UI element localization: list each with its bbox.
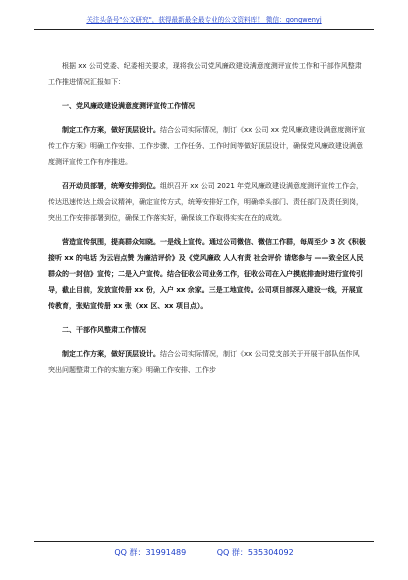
- paragraph-text: 结合公司实际情况，制订《xx 公司 xx 党风廉政建设满意度测评宣传工作方案》明确工作安排、工作步骤、工作任务、工作时间等做好顶层设计，确保党风廉政建设满意度测评宣传工作有序推进。: [48, 126, 366, 166]
- footer: [0, 547, 408, 558]
- section-1-paragraph-2: [48, 178, 366, 226]
- footer-divider: [34, 541, 374, 542]
- header-divider: [34, 29, 374, 30]
- paragraph-text: 结合公司实际情况，制订《xx 公司党支部关于开展干部队伍作风突出问题整肃工作的实施方案》明确工作安排、工作步: [48, 350, 360, 374]
- paragraph-lead: 制定工作方案，做好顶层设计。: [62, 126, 160, 134]
- paragraph-lead: 营造宣传氛围，提高群众知晓。: [62, 238, 160, 246]
- paragraph-text: 组织召开 xx 公司 2021 年党风廉政建设满意度测评宣传工作会，传达迅速传达上级会议精神，确定宣传方式，统筹安排好工作，明确牵头部门、责任部门及责任到岗，突出工作安排部署到位，确保工作落实好，确保该工作取得实实在在的成效。: [48, 182, 363, 222]
- paragraph-lead: 制定工作方案，做好顶层设计。: [62, 350, 160, 358]
- intro-paragraph: 根据 xx 公司党委、纪委相关要求，现将我公司党风廉政建设满意度测评宣传工作和干部作风整肃工作推进情况汇报如下：: [48, 62, 362, 86]
- section-2-paragraph-1: [48, 346, 366, 378]
- paragraph-text: 一是线上宣传。通过公司微信、微信工作群，每周至少 3 次《积极接听 xx 的电话 为云岩点赞 为廉洁评价》及《党风廉政 人人有责 社会评价 请您参与 ——致全区人民群众的一封信》宣传；二是入户宣传。结合征收公司业务工作，征收公司在入户摸底排查时进行宣传引导，截止目前，发放宣传册 xx 份，入户 xx 余家。三是工地宣传。公司项目部深入建设一线，开展宣传教育，张贴宣传册 xx 张（xx 区、xx 项目点）。: [48, 238, 366, 310]
- header-promo-link[interactable]: 关注头条号"公文研究"，获得最新最全最专业的公文资料库！ 微信：gongwenyj: [86, 16, 322, 24]
- section-2-heading: 二、干部作风整肃工作情况: [62, 326, 146, 334]
- footer-qq-group-2[interactable]: QQ 群：535304092: [216, 548, 294, 557]
- section-1-heading: 一、党风廉政建设满意度测评宣传工作情况: [62, 102, 195, 110]
- section-1-paragraph-3: [48, 234, 366, 314]
- paragraph-lead: 召开动员部署，统筹安排到位。: [62, 182, 160, 190]
- footer-qq-group-1[interactable]: QQ 群：31991489: [114, 548, 187, 557]
- document-body: [48, 58, 366, 386]
- section-1-paragraph-1: [48, 122, 366, 170]
